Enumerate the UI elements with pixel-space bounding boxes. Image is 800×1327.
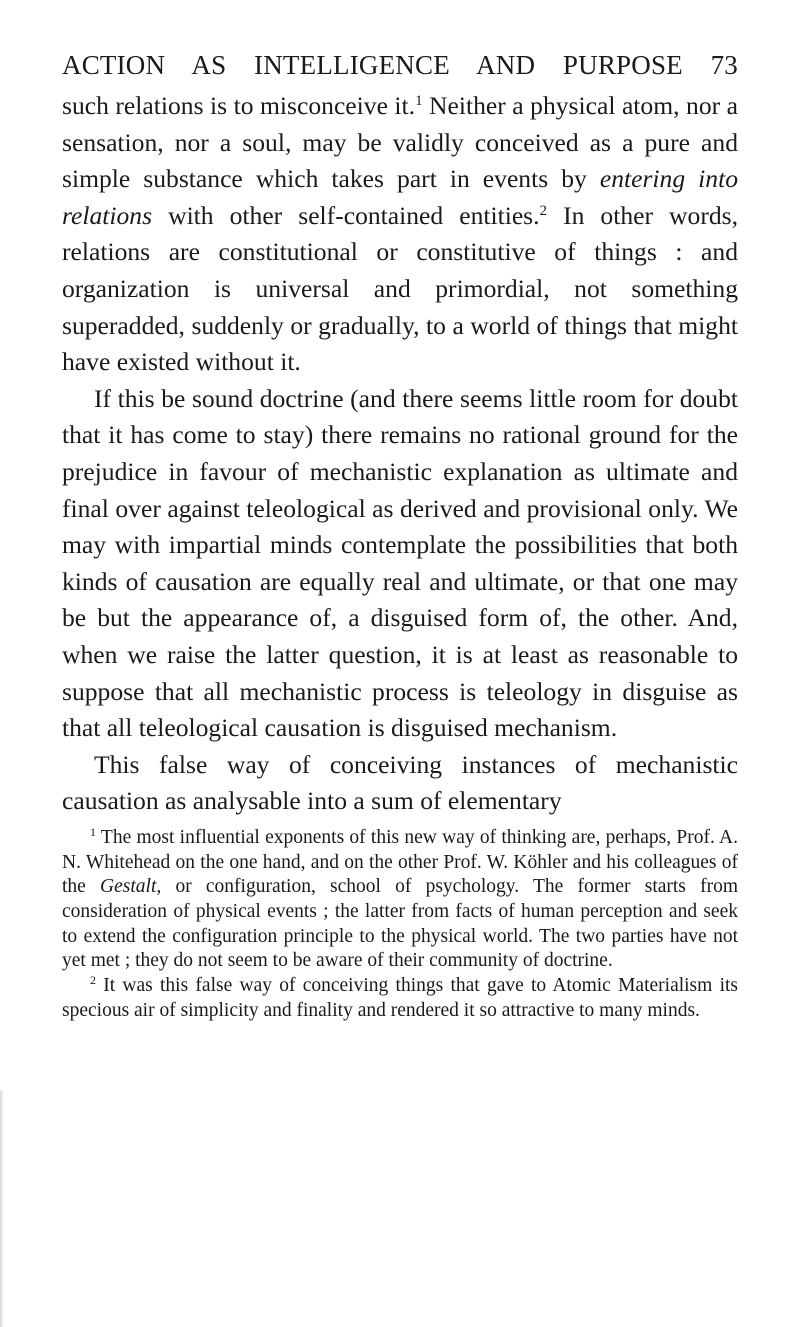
footnote-1-emphasis: Gestalt, <box>100 876 162 898</box>
footnote-1-mark: 1 <box>90 824 96 839</box>
footnote-1 <box>62 826 738 974</box>
running-head <box>62 48 738 82</box>
footnote-1-text-b: or configuration, school of psychology. The former starts from consideration of physical events ; the latter from facts of human perception and seek to extend the configuration principle to the physical world. The two parties have not yet met ; they do not seem to be aware of their community of doctrine. <box>62 876 738 972</box>
footnotes <box>62 826 738 1024</box>
book-page <box>62 48 738 1024</box>
footnote-1-text-a: The most influential exponents of this new way of thinking are, perhaps, Prof. A. N. Whitehead on the one hand, and on the other Prof. W. Köhler and his colleagues of the <box>62 826 738 898</box>
footnote-2-mark: 2 <box>90 973 96 988</box>
paragraph-1-text-a: such relations is to misconceive it. <box>62 91 416 120</box>
paragraph-1-text-c: with other self-contained entities. <box>152 200 540 230</box>
footnote-ref-2: 2 <box>539 202 548 219</box>
page-number: 73 <box>710 50 738 80</box>
paragraph-2: If this be sound doctrine (and there seems little room for doubt that it has come to stay) there remains no rational ground for the prejudice in favour of mechanistic explanation as ultimate and final over against teleological as derived and provisional only. We may with impartial minds contemplate the possibilities that both kinds of causation are equally real and ultimate, or that one may be but the appearance of, a disguised form of, the other. And, when we raise the latter question, it is at least as reasonable to suppose that all mechanistic process is teleology in disguise as that all teleological causation is disguised mechanism. <box>62 383 738 743</box>
paragraph-3: This false way of conceiving instances of mechanistic causation as analysable into a sum of elementary <box>62 749 738 816</box>
paragraph-1 <box>62 88 738 381</box>
footnote-2 <box>62 974 738 1023</box>
footnote-ref-1: 1 <box>415 93 423 109</box>
scan-edge-shadow <box>0 1090 4 1327</box>
body-text <box>62 88 738 820</box>
footnote-2-text: It was this false way of conceiving things that gave to Atomic Materialism its specious air of simplicity and finality and rendered it so attractive to many minds. <box>62 975 738 1021</box>
paragraph-1-text-b: Neither a physical atom, nor a sensation, nor a soul, may be validly conceived as a pure and simple substance which takes part in events by <box>62 91 738 194</box>
paragraph-1-emphasis: entering into relations <box>62 164 738 230</box>
chapter-title: ACTION AS INTELLIGENCE AND PURPOSE <box>62 50 683 80</box>
paragraph-1-text-d: In other words, relations are constitutional or constitutive of things : and organization is universal and primordial, not something superadded, suddenly or gradually, to a world of things that might have existed without it. <box>62 200 738 377</box>
